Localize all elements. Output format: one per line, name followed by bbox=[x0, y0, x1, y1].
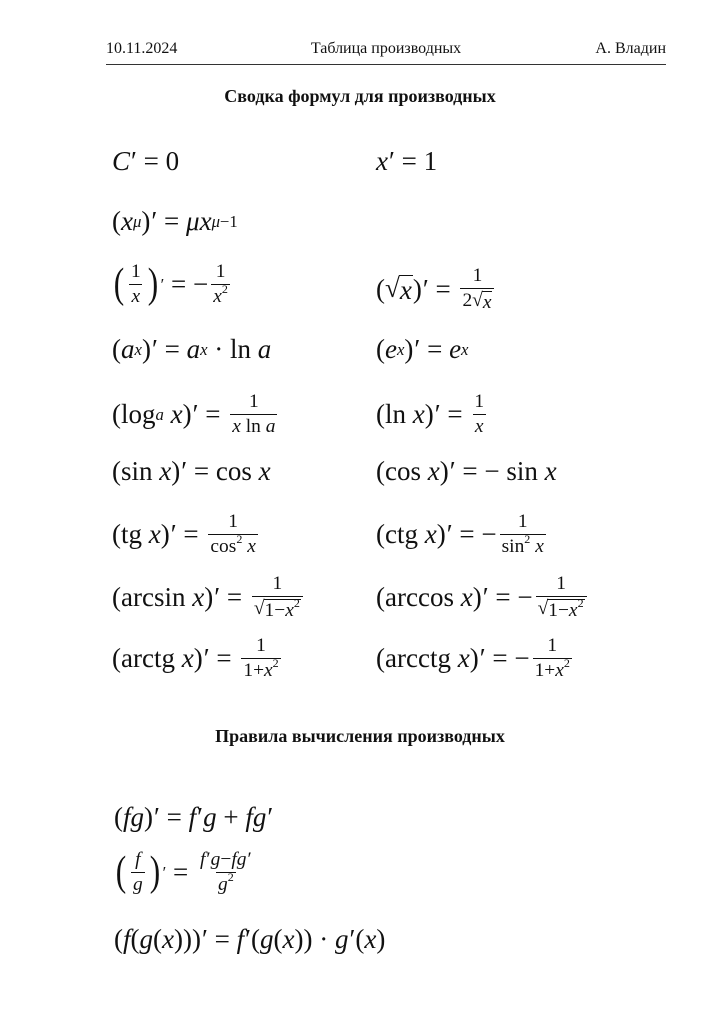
ln-operator: ln bbox=[245, 416, 261, 438]
formula-reciprocal: ( $\frac{1}{x}$ ) ′ = − $\frac{1}{x^2}$ bbox=[113, 261, 228, 308]
sin-operator: sin bbox=[506, 456, 538, 486]
ctg-operator: ctg bbox=[385, 519, 418, 550]
rule-product: ( fg ) ′ = f ′ g + fg ′ bbox=[114, 802, 274, 832]
rule-quotient: ( $\frac{f}{g}$ ) ′ = $\frac{f'g-fg'}{g^2}$ bbox=[115, 849, 252, 896]
formula-exponential: ( a x ) ′ = a x · ln a bbox=[112, 334, 272, 364]
formula-sin: ( sin x ) ′ = cos x bbox=[112, 456, 271, 486]
formula-arctg: ( arctg x ) ′ = $\frac{1}{1+x^2}$ bbox=[112, 635, 279, 682]
formula-x: x ′ = 1 bbox=[376, 146, 438, 176]
header-author: А. Владин bbox=[595, 40, 666, 57]
formula-sqrt: ( √ x ) ′ = 1 2 √ x bbox=[376, 266, 497, 314]
formula-arcctg: ( arcctg x ) ′ = − $\frac{1}{1+x^2}$ bbox=[376, 635, 570, 682]
arctg-operator: arctg bbox=[121, 643, 175, 674]
arccos-operator: arccos bbox=[385, 582, 454, 613]
cos-operator: cos bbox=[210, 536, 237, 558]
formula-cos: ( cos x ) ′ = − sin x bbox=[376, 456, 557, 486]
arcctg-operator: arcctg bbox=[385, 643, 451, 674]
formula-power: ( x μ ) ′ = μx μ−1 bbox=[112, 206, 238, 236]
formula-log: ( log a x ) ′ = $\frac{1}{\text{x ln a}}$ bbox=[112, 391, 276, 438]
formula-arcsin: ( arcsin x ) ′ = 1 √ $1-x^2$ bbox=[112, 574, 306, 622]
cos-operator: cos bbox=[385, 456, 421, 486]
ln-operator: ln bbox=[385, 399, 407, 430]
cos-operator: cos bbox=[215, 456, 252, 486]
formula-arccos: ( arccos x ) ′ = − 1 √ $1-x^2$ bbox=[376, 574, 590, 622]
summary-section-title: Сводка формул для производных bbox=[224, 86, 496, 106]
sin-operator: sin bbox=[501, 536, 525, 558]
header-date: 10.11.2024 bbox=[106, 40, 178, 57]
sin-operator: sin bbox=[121, 456, 153, 486]
tg-operator: tg bbox=[121, 519, 143, 550]
page-header bbox=[106, 38, 666, 65]
header-title: Таблица производных bbox=[310, 40, 462, 57]
ln-operator: ln bbox=[230, 334, 252, 364]
arcsin-operator: arcsin bbox=[121, 582, 186, 613]
rule-chain: ( f ( g ( x ))) ′ = f ′ ( g ( x )) · g ′ ( x ) bbox=[114, 924, 386, 954]
formula-ln: ( ln x ) ′ = $\frac{1}{x}$ bbox=[376, 391, 485, 438]
formula-tg: ( tg x ) ′ = $\frac{1}{\cos^2 x}$ bbox=[112, 511, 256, 558]
rules-section-title: Правила вычисления производных bbox=[215, 726, 505, 746]
formula-exp-e: ( e x ) ′ = e x bbox=[376, 334, 469, 364]
formula-ctg: ( ctg x ) ′ = − $\frac{1}{\sin^2 x}$ bbox=[376, 511, 544, 558]
formula-constant: C ′ = 0 bbox=[112, 146, 180, 176]
log-operator: log bbox=[121, 399, 156, 430]
